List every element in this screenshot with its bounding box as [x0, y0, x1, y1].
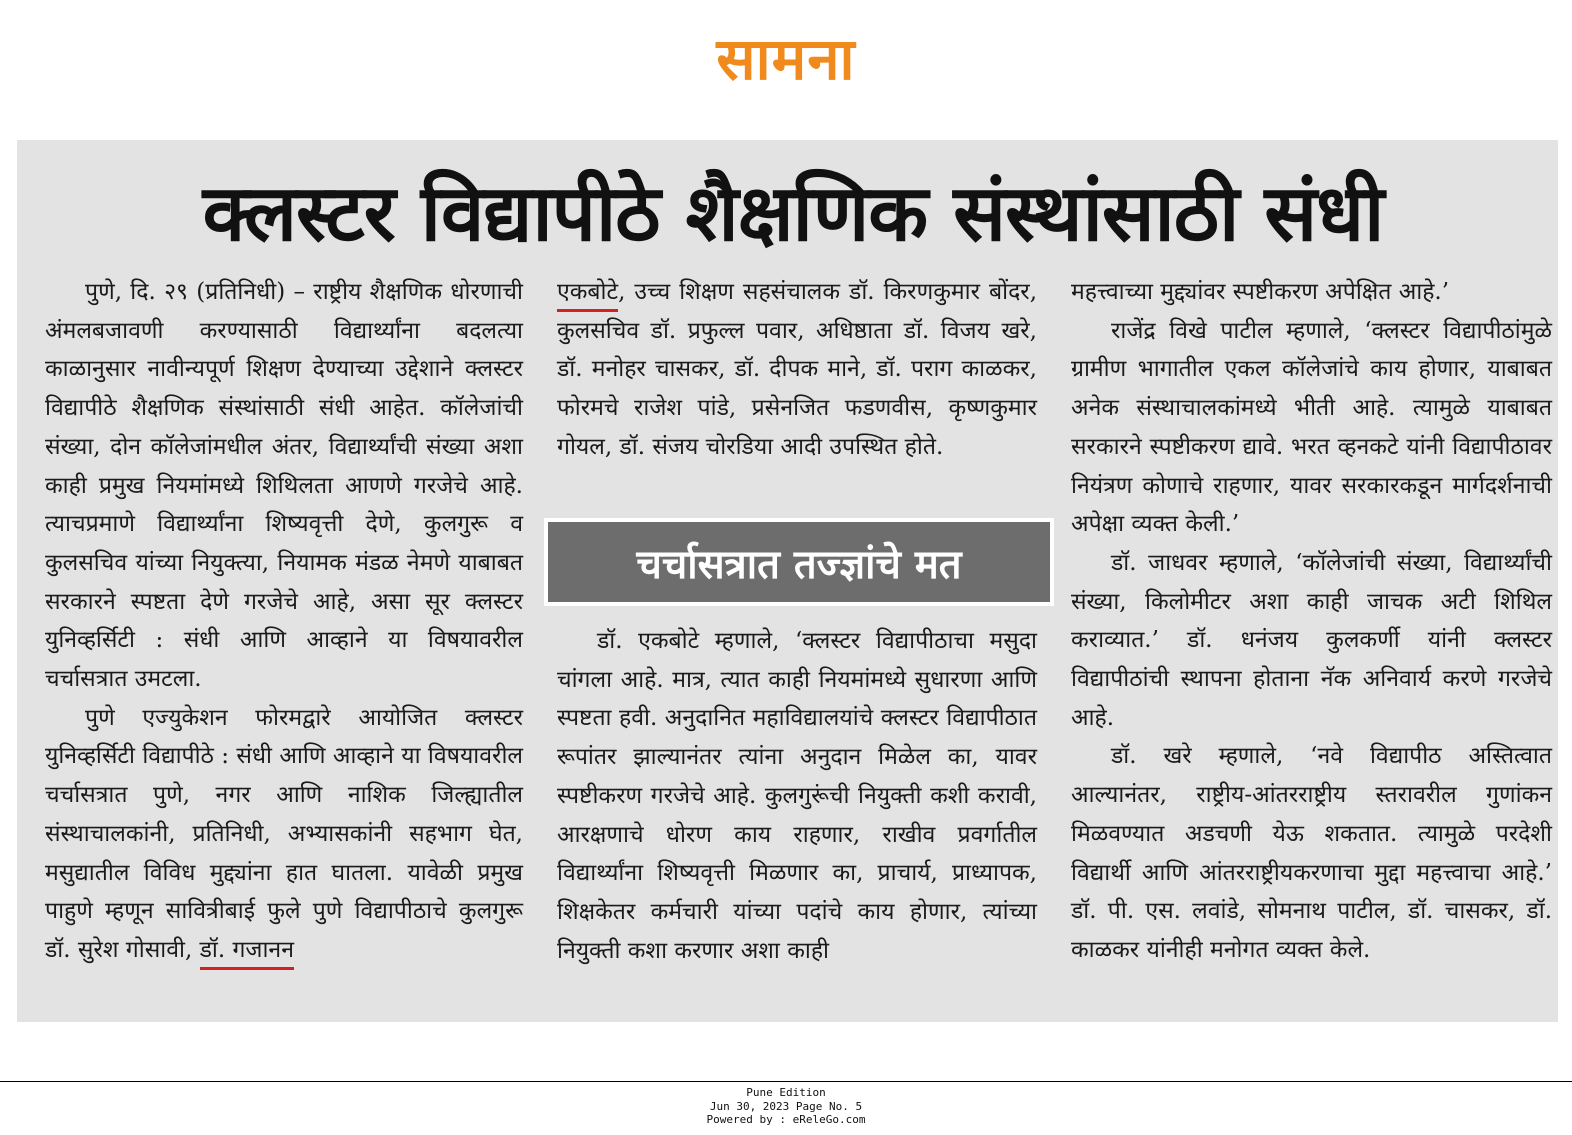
footer-date-page: Jun 30, 2023 Page No. 5 — [709, 1099, 863, 1113]
newspaper-masthead — [0, 24, 1572, 94]
footer-powered-by: Powered by : eReleGo.com — [706, 1113, 866, 1126]
paragraph-attendees — [557, 273, 1037, 467]
footer-edition: Pune Edition — [746, 1086, 826, 1099]
article-column-2-lower — [557, 622, 1037, 970]
article-column-2 — [557, 273, 1037, 467]
subheading-text: चर्चासत्रात तज्ज्ञांचे मत — [636, 541, 962, 588]
underlined-name: डॉ. गजानन — [200, 937, 294, 970]
news-article — [17, 140, 1558, 1022]
paragraph-attendees-text: , उच्च शिक्षण सहसंचालक डॉ. किरणकुमार बोंदर, कुलसचिव डॉ. प्रफुल्ल पवार, अधिष्ठाता डॉ. विजय खरे, डॉ. मनोहर चासकर, डॉ. दीपक माने, डॉ. पराग काळकर, फोरमचे राजेश पांडे, प्रसेनजित फडणवीस, कृष्णकुमार गोयल, डॉ. संजय चोरडिया आदी उपस्थित होते. — [557, 279, 1037, 460]
article-column-3 — [1071, 273, 1552, 970]
paragraph-vikhe-quote: राजेंद्र विखे पाटील म्हणाले, ‘क्लस्टर विद्यापीठांमुळे ग्रामीण भागातील एकल कॉलेजांचे काय होणार, याबाबत अनेक संस्थाचालकांमध्ये भीती आहे. त्यामुळे याबाबत सरकारने स्पष्टीकरण द्यावे. भरत व्हनकटे यांनी विद्यापीठावर नियंत्रण कोणाचे राहणार, यावर सरकारकडून मार्गदर्शनाची अपेक्षा व्यक्त केली.’ — [1071, 317, 1552, 538]
paragraph-intro: पुणे, दि. २९ (प्रतिनिधी) – राष्ट्रीय शैक्षणिक धोरणाची अंमलबजावणी करण्यासाठी विद्यार्थ्यांना बदलत्या काळानुसार नावीन्यपूर्ण शिक्षण देण्याच्या उद्देशाने क्लस्टर विद्यापीठे शैक्षणिक संस्थांसाठी संधी आहेत. कॉलेजांची संख्या, दोन कॉलेजांमधील अंतर, विद्यार्थ्यांची संख्या अशा काही प्रमुख नियमांमध्ये शिथिलता आणणे गरजेचे आहे. त्याचप्रमाणे विद्यार्थ्यांना शिष्यवृत्ती देणे, कुलगुरू व कुलसचिव यांच्या नियुक्त्या, नियामक मंडळ नेमणे याबाबत सरकारने स्पष्टता देणे गरजेचे आहे, असा सूर क्लस्टर युनिव्हर्सिटी : संधी आणि आव्हाने या विषयावरील चर्चासत्रात उमटला. — [45, 279, 523, 693]
paragraph-continued: महत्त्वाच्या मुद्द्यांवर स्पष्टीकरण अपेक्षित आहे.’ — [1071, 279, 1450, 305]
paragraph-ekbote-quote: डॉ. एकबोटे म्हणाले, ‘क्लस्टर विद्यापीठाचा मसुदा चांगला आहे. मात्र, त्यात काही नियमांमध्ये सुधारणा आणि स्पष्टता हवी. अनुदानित महाविद्यालयांचे क्लस्टर विद्यापीठात रूपांतर झाल्यानंतर त्यांना अनुदान मिळेल का, यावर स्पष्टीकरण गरजेचे आहे. कुलगुरूंची नियुक्ती कशी करावी, आरक्षणाचे धोरण काय राहणार, राखीव प्रवर्गातील विद्यार्थ्यांना शिष्यवृत्ती मिळणार का, प्राचार्य, प्राध्यापक, शिक्षकेतर कर्मचारी यांच्या पदांचे काय होणार, त्यांच्या नियुक्ती कशा करणार अशा काही — [557, 628, 1037, 964]
subheading-inner — [548, 522, 1050, 602]
paragraph-khare-quote: डॉ. खरे म्हणाले, ‘नवे विद्यापीठ अस्तित्वात आल्यानंतर, राष्ट्रीय-आंतरराष्ट्रीय स्तरावरील गुणांकन मिळवण्यात अडचणी येऊ शकतात. त्यामुळे परदेशी विद्यार्थी आणि आंतरराष्ट्रीयकरणाचा मुद्दा महत्त्वाचा आहे.’ डॉ. पी. एस. लवांडे, सोमनाथ पाटील, डॉ. चासकर, डॉ. काळकर यांनीही मनोगत व्यक्त केले. — [1071, 743, 1552, 963]
page-footer — [0, 1086, 1572, 1127]
footer-divider — [0, 1081, 1572, 1082]
paragraph-jadhavar-quote: डॉ. जाधवर म्हणाले, ‘कॉलेजांची संख्या, विद्यार्थ्यांची संख्या, किलोमीटर अशा काही जाचक अटी शिथिल कराव्यात.’ डॉ. धनंजय कुलकर्णी यांनी क्लस्टर विद्यापीठांची स्थापना होताना नॅक अनिवार्य करणे गरजेचे आहे. — [1071, 549, 1552, 731]
paragraph-event — [45, 699, 523, 970]
article-column-1 — [45, 273, 523, 970]
newspaper-logo: सामना — [716, 25, 856, 93]
article-headline: क्लस्टर विद्यापीठे शैक्षणिक संस्थांसाठी संधी — [202, 169, 1384, 259]
subheading-box — [544, 518, 1054, 606]
underlined-name-continued: एकबोटे — [557, 279, 618, 312]
paragraph-event-text: पुणे एज्युकेशन फोरमद्वारे आयोजित क्लस्टर युनिव्हर्सिटी विद्यापीठे : संधी आणि आव्हाने या विषयावरील चर्चासत्रात पुणे, नगर आणि नाशिक जिल्ह्यातील संस्थाचालकांनी, प्रतिनिधी, अभ्यासकांनी सहभाग घेत, मसुद्यातील विविध मुद्द्यांना हात घातला. यावेळी प्रमुख पाहुणे म्हणून सावित्रीबाई फुले पुणे विद्यापीठाचे कुलगुरू डॉ. सुरेश गोसावी, — [45, 704, 523, 963]
